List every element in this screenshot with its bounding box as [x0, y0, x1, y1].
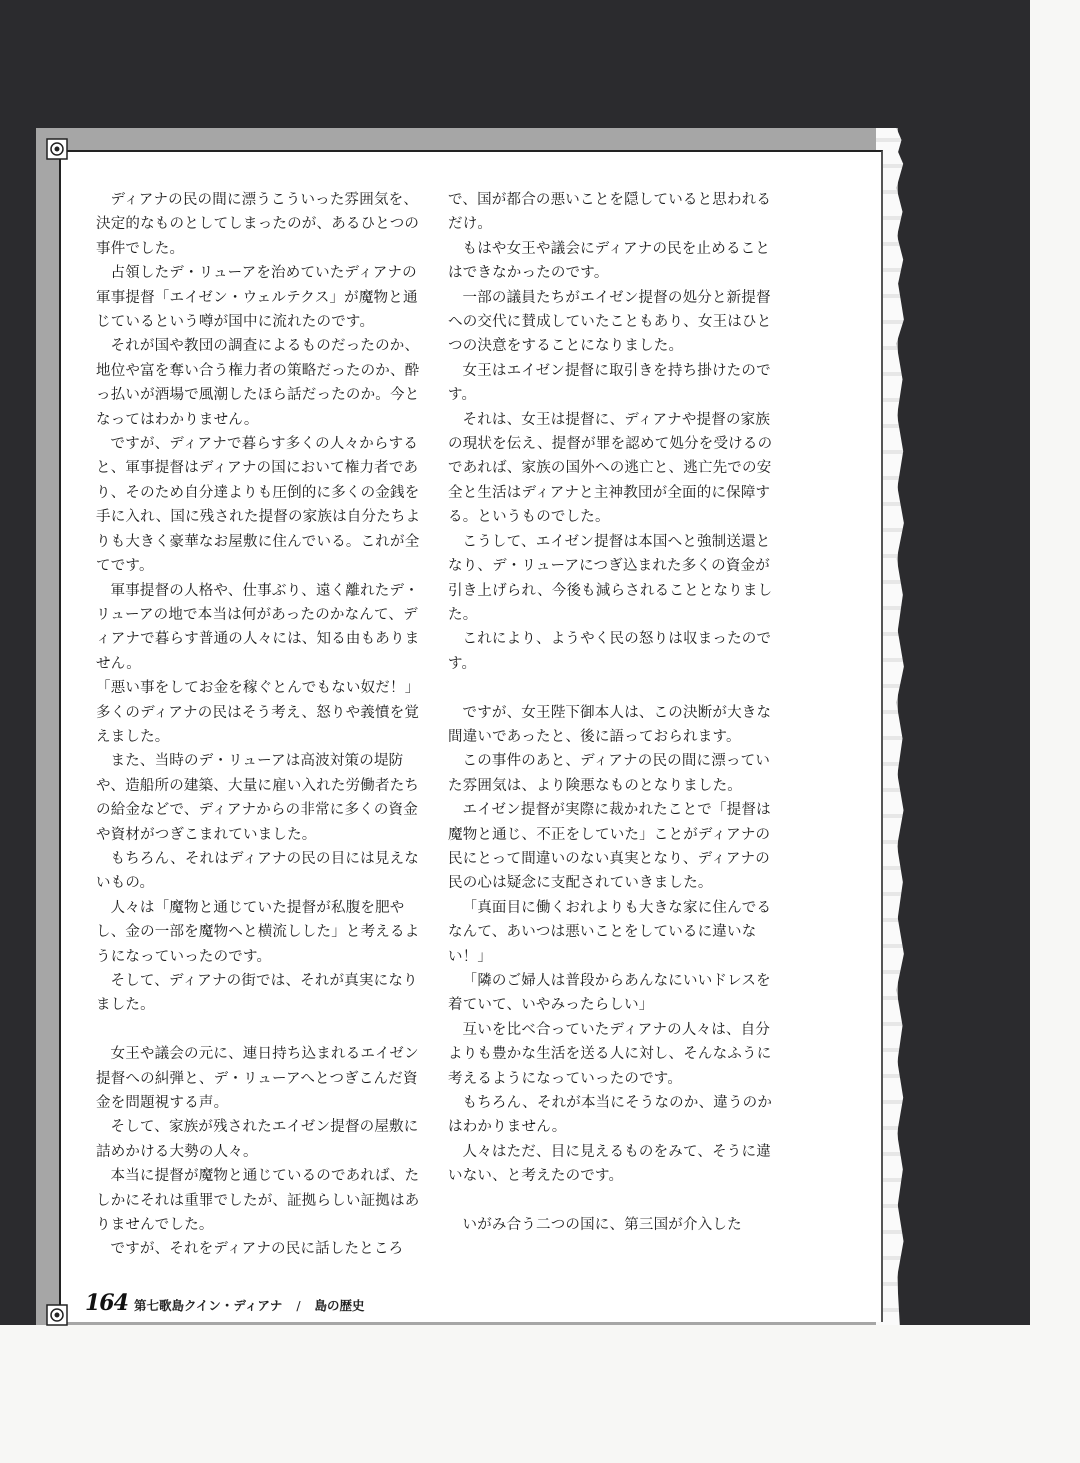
- paragraph: 「悪い事をしてお金を稼ぐとんでもない奴だ！」多くのディアナの民はそう考え、怒りや義憤を覚えました。: [96, 680, 420, 745]
- paragraph: 本当に提督が魔物と通じているのであれば、たしかにそれは重罪でしたが、証拠らしい証拠はありませんでした。: [96, 1168, 420, 1234]
- paragraph: それが国や教団の調査によるものだったのか、地位や富を奪い合う権力者の策略だったのか、酔っ払いが酒場で風潮したほら話だったのか。今となってはわかりません。: [96, 338, 420, 428]
- paragraph: それは、女王は提督に、ディアナや提督の家族の現状を伝え、提督が罪を認めて処分を受けるのであれば、家族の国外への逃亡と、逃亡先での安全と生活はディアナと主神教団が全面的に保障する。というものでした。: [448, 411, 773, 526]
- paragraph: もちろん、それが本当にそうなのか、違うのかはわかりません。: [448, 1095, 773, 1136]
- paragraph: これにより、ようやく民の怒りは収まったのです。: [448, 631, 772, 672]
- paragraph: ですが、女王陛下御本人は、この決断が大きな間違いであったと、後に語っておられます。: [448, 704, 772, 745]
- right-text-column: [448, 188, 773, 1237]
- paragraph: こうして、エイゼン提督は本国へと強制送還となり、デ・リューアにつぎ込まれた多くの資金が引き上げられ、今後も減らされることとなりました。: [448, 533, 773, 623]
- paragraph: 軍事提督の人格や、仕事ぶり、遠く離れたデ・リューアの地で本当は何があったのかなんて、ディアナで暮らす普通の人々には、知る由もありません。: [96, 582, 420, 672]
- page-footer: [85, 1290, 365, 1318]
- paragraph: いがみ合う二つの国に、第三国が介入した: [462, 1217, 742, 1234]
- paragraph: もはや女王や議会にディアナの民を止めることはできなかったのです。: [448, 240, 771, 282]
- paragraph: 女王はエイゼン提督に取引きを持ち掛けたのです。: [448, 362, 771, 404]
- paragraph: 互いを比べ合っていたディアナの人々は、自分よりも豊かな生活を送る人に対し、そんなふうに考えるようになっていったのです。: [448, 1021, 772, 1087]
- paragraph: ディアナの民の間に漂うこういった雰囲気を、決定的なものとしてしまったのが、あるひとつの事件でした。: [96, 192, 420, 257]
- corner-ornament-icon: [46, 1304, 68, 1326]
- paragraph: また、当時のデ・リューアは高波対策の堤防や、造船所の建築、大量に雇い入れた労働者たちの給金などで、ディアナからの非常に多くの資金や資材がつぎこまれていました。: [96, 753, 420, 843]
- paragraph: この事件のあと、ディアナの民の間に漂っていた雰囲気は、より険悪なものとなりました。: [448, 753, 771, 794]
- paragraph: そして、ディアナの街では、それが真実になりました。: [96, 973, 418, 1014]
- paragraph: 占領したデ・リューアを治めていたディアナの軍事提督「エイゼン・ウェルテクス」が魔物と通じているという噂が国中に流れたのです。: [96, 265, 418, 331]
- paragraph: 女王や議会の元に、連日持ち込まれるエイゼン提督への糾弾と、デ・リューアへとつぎこんだ資金を問題視する声。: [96, 1046, 419, 1112]
- paragraph-break: [448, 1189, 773, 1213]
- paragraph: エイゼン提督が実際に裁かれたことで「提督は魔物と通じ、不正をしていた」ことがディアナの民にとって間違いのない真実となり、ディアナの民の心は疑念に支配されていきました。: [448, 802, 771, 892]
- corner-ornament-icon: [46, 138, 68, 160]
- chapter-title: 第七歌島クイン・ディアナ: [133, 1298, 283, 1313]
- paragraph: 人々は「魔物と通じていた提督が私腹を肥やし、金の一部を魔物へと横流しした」と考えるようになっていったのです。: [96, 899, 420, 965]
- page-number: 164: [85, 1290, 128, 1316]
- paragraph-break: [96, 1018, 421, 1042]
- paragraph: で、国が都合の悪いことを隠していると思われるだけ。: [448, 192, 772, 233]
- paragraph: そして、家族が残されたエイゼン提督の屋敷に詰めかける大勢の人々。: [96, 1119, 419, 1160]
- paragraph: 「真面目に働くおれよりも大きな家に住んでるなんて、あいつは悪いことをしているに違いない！」: [448, 899, 772, 965]
- paragraph: 「隣のご婦人は普段からあんなにいいドレスを着ていて、いやみったらしい」: [448, 972, 771, 1014]
- paragraph: 人々はただ、目に見えるものをみて、そうに違いない、と考えたのです。: [448, 1143, 771, 1185]
- paragraph: もちろん、それはディアナの民の目には見えないもの。: [96, 850, 419, 892]
- paragraph: ですが、ディアナで暮らす多くの人々からすると、軍事提督はディアナの国において権力者であり、そのため自分達よりも圧倒的に多くの金銭を手に入れ、国に残された提督の家族は自分たちよりも大きく豪華なお屋敷に住んでいる。これが全てです。: [96, 436, 421, 575]
- section-title: 島の歴史: [314, 1298, 365, 1313]
- paragraph-break: [448, 676, 773, 700]
- paragraph: 一部の議員たちがエイゼン提督の処分と新提督への交代に賛成していたこともあり、女王はひとつの決意をすることになりました。: [448, 289, 772, 355]
- paragraph: ですが、それをディアナの民に話したところ: [110, 1241, 404, 1258]
- footer-separator: /: [296, 1298, 301, 1313]
- left-text-column: [96, 188, 421, 1262]
